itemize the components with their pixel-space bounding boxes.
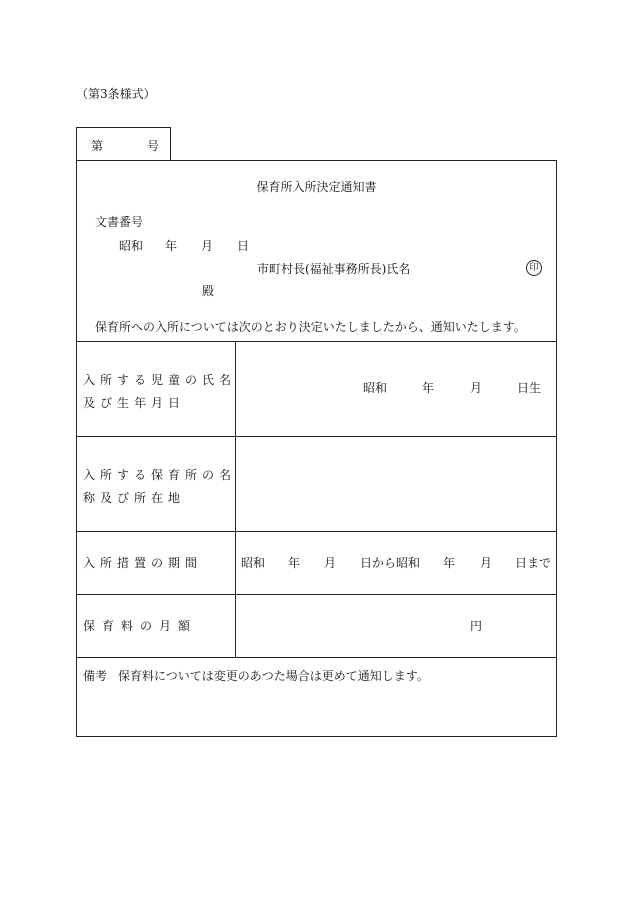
notice-sheet: [76, 160, 557, 737]
child-birth-era: 昭和: [363, 381, 388, 395]
row-divider: [77, 436, 556, 437]
row-divider: [77, 657, 556, 658]
row-divider: [77, 341, 556, 342]
period-label: 入所措置の期間: [83, 556, 203, 570]
period-start-month: 月: [324, 556, 337, 570]
child-label-line1: 入所する児童の氏名: [83, 373, 237, 387]
facility-label-line1: 入所する保育所の名: [83, 468, 237, 482]
period-end-year: 年: [443, 556, 456, 570]
seal-icon: 印: [526, 260, 542, 276]
date-day: 日: [237, 239, 250, 253]
number-box-dai: 第: [91, 139, 104, 153]
notice-body-text: 保育所への入所については次のとおり決定いたしましたから、通知いたします。: [95, 320, 526, 334]
period-start-year: 年: [288, 556, 301, 570]
form-number-label: （第3条様式）: [76, 87, 156, 101]
period-end-month: 月: [480, 556, 493, 570]
facility-label-line2: 称及び所在地: [83, 491, 186, 505]
remarks-label: 備考: [83, 669, 108, 683]
fee-label: 保育料の月額: [83, 619, 198, 633]
number-box-go: 号: [147, 139, 160, 153]
child-birth-day: 日生: [517, 381, 542, 395]
remarks-text: 保育料については変更のあつた場合は更めて通知します。: [118, 669, 429, 683]
doc-number-label: 文書番号: [95, 215, 144, 229]
column-divider: [235, 341, 236, 657]
issuer-name-label: 市町村長(福祉事務所長)氏名: [257, 262, 411, 276]
period-start-day-to-era: 日から昭和: [360, 556, 421, 570]
row-divider: [77, 594, 556, 595]
child-label-line2: 及び生年月日: [83, 396, 186, 410]
fee-unit: 円: [470, 619, 483, 633]
recipient-suffix: 殿: [202, 284, 215, 298]
date-era: 昭和: [119, 239, 144, 253]
document-number-box: [76, 127, 171, 160]
notice-title: 保育所入所決定通知書: [256, 180, 377, 194]
child-birth-year: 年: [422, 381, 435, 395]
period-start-era: 昭和: [241, 556, 266, 570]
child-birth-month: 月: [470, 381, 483, 395]
period-end-day: 日まで: [515, 556, 552, 570]
date-year: 年: [165, 239, 178, 253]
row-divider: [77, 531, 556, 532]
date-month: 月: [201, 239, 214, 253]
